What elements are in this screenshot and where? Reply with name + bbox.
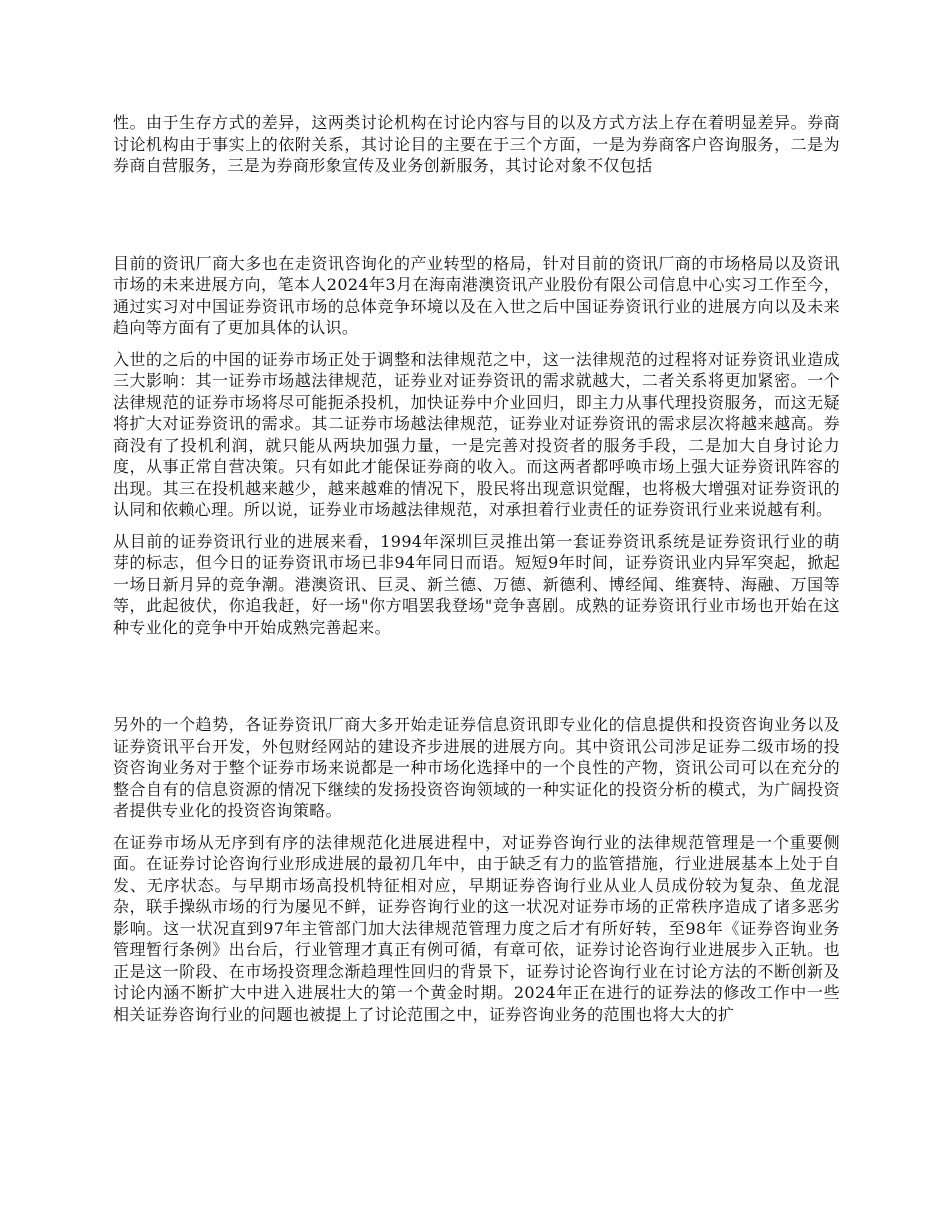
paragraph-5: 另外的一个趋势，各证券资讯厂商大多开始走证券信息资讯即专业化的信息提供和投资咨询业务以及证券资讯平台开发，外包财经网站的建设齐步进展的进展方向。其中资讯公司涉足证券二级市场的投资咨询业务对于整个证券市场来说都是一种市场化选择中的一个良性的产物，资讯公司可以在充分的整合自有的信息资源的情况下继续的发扬投资咨询领域的一种实证化的投资分析的模式，为广阔投资者提供专业化的投资咨询策略。 (113, 715, 840, 820)
paragraph-1: 性。由于生存方式的差异，这两类讨论机构在讨论内容与目的以及方式方法上存在着明显差异。券商讨论机构由于事实上的依附关系，其讨论目的主要在于三个方面，一是为券商客户咨询服务，二是为券商自营服务，三是为券商形象宣传及业务创新服务，其讨论对象不仅包括 (113, 113, 840, 175)
paragraph-2: 目前的资讯厂商大多也在走资讯咨询化的产业转型的格局，针对目前的资讯厂商的市场格局以及资讯市场的未来进展方向，笔本人2024年3月在海南港澳资讯产业股份有限公司信息中心实习工作至今，通过实习对中国证券资讯市场的总体竞争环境以及在入世之后中国证券资讯行业的进展方向以及未来趋向等方面有了更加具体的认识。 (113, 253, 840, 337)
document-body (113, 112, 840, 1025)
paragraph-6: 在证券市场从无序到有序的法律规范化进展进程中，对证券咨询行业的法律规范管理是一个重要侧面。在证券讨论咨询行业形成进展的最初几年中，由于缺乏有力的监管措施，行业进展基本上处于自发、无序状态。与早期市场高投机特征相对应，早期证券咨询行业从业人员成份较为复杂、鱼龙混杂，联手操纵市场的行为屡见不鲜，证券咨询行业的这一状况对证券市场的正常秩序造成了诸多恶劣影响。这一状况直到97年主管部门加大法律规范管理力度之后才有所好转，至98年《证券咨询业务管理暂行条例》出台后，行业管理才真正有例可循，有章可依，证券讨论咨询行业进展步入正轨。也正是这一阶段、在市场投资理念渐趋理性回归的背景下，证券讨论咨询行业在讨论方法的不断创新及讨论内涵不断扩大中进入进展壮大的第一个黄金时期。2024年正在进行的证券法的修改工作中一些相关证券咨询行业的问题也被提上了讨论范围之中，证券咨询业务的范围也将大大的扩 (113, 832, 840, 1024)
paragraph-4: 从目前的证券资讯行业的进展来看，1994年深圳巨灵推出第一套证券资讯系统是证券资讯行业的萌芽的标志，但今日的证券资讯市场已非94年同日而语。短短9年时间，证券资讯业内异军突起，掀起一场日新月异的竞争潮。港澳资讯、巨灵、新兰德、万德、新德利、博经闻、维赛特、海融、万国等等，此起彼伏，你追我赶，好一场"你方唱罢我登场"竞争喜剧。成熟的证券资讯行业市场也开始在这种专业化的竞争中开始成熟完善起来。 (113, 531, 840, 637)
paragraph-3: 入世的之后的中国的证券市场正处于调整和法律规范之中，这一法律规范的过程将对证券资讯业造成三大影响：其一证券市场越法律规范，证券业对证券资讯的需求就越大，二者关系将更加紧密。一个法律规范的证券市场将尽可能扼杀投机，加快证券中介业回归，即主力从事代理投资服务，而这无疑将扩大对证券资讯的需求。其二证券市场越法律规范，证券业对证券资讯的需求层次将越来越高。券商没有了投机利润，就只能从两块加强力量，一是完善对投资者的服务手段，二是加大自身讨论力度，从事正常自营决策。只有如此才能保证券商的收入。而这两者都呼唤市场上强大证券资讯阵容的出现。其三在投机越来越少，越来越难的情况下，股民将出现意识觉醒，也将极大增强对证券资讯的认同和依赖心理。所以说，证券业市场越法律规范，对承担着行业责任的证券资讯行业来说越有利。 (113, 349, 840, 519)
